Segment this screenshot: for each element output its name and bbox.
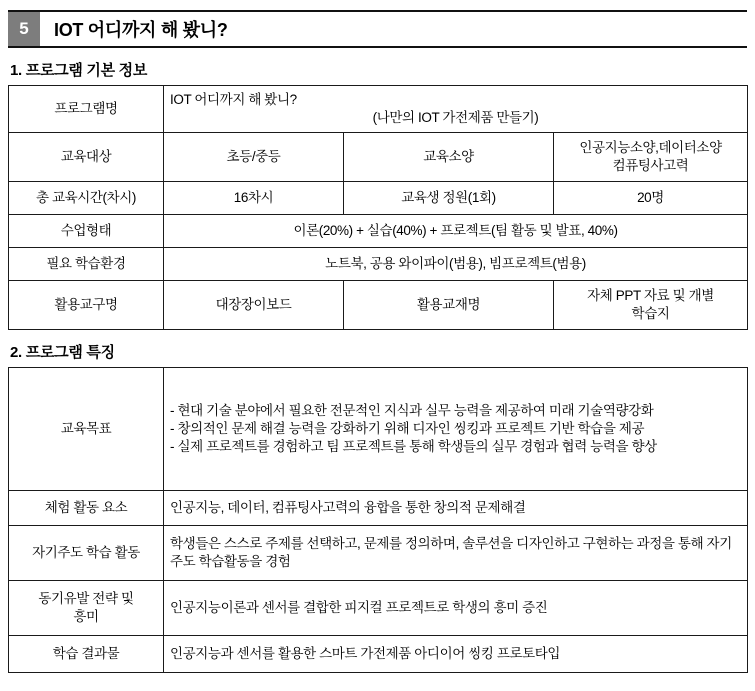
program-name-label: 프로그램명 (9, 86, 164, 133)
table-row (9, 86, 748, 133)
literacy-label: 교육소양 (344, 133, 554, 182)
table-row (9, 368, 748, 491)
literacy-line1: 인공지능소양,데이터소양 (579, 139, 722, 155)
total-hours-label: 총 교육시간(차시) (9, 182, 164, 215)
total-hours-value: 16차시 (164, 182, 344, 215)
table-row (9, 281, 748, 330)
section1-title: 1. 프로그램 기본 정보 (10, 62, 148, 79)
kit-name-label: 활용교구명 (9, 281, 164, 330)
program-name-value (164, 86, 748, 133)
environment-label: 필요 학습환경 (9, 248, 164, 281)
goal-line-3: - 실제 프로젝트를 경험하고 팀 프로젝트를 통해 학생들의 실무 경험과 협력 능력을 향상 (170, 439, 657, 455)
capacity-label: 교육생 정원(1회) (344, 182, 554, 215)
program-name-line2: (나만의 IOT 가전제품 만들기) (372, 110, 539, 125)
motivation-value: 인공지능이론과 센서를 결합한 피지컬 프로젝트로 학생의 흥미 증진 (164, 581, 748, 636)
basic-info-table (8, 85, 748, 330)
goal-line-1: - 현대 기술 분야에서 필요한 전문적인 지식과 실무 능력을 제공하여 미래 기술역량강화 (170, 402, 654, 418)
table-row (9, 636, 748, 673)
goal-label: 교육목표 (9, 368, 164, 491)
textbook-label: 활용교재명 (344, 281, 554, 330)
goal-value (164, 368, 748, 491)
literacy-value (554, 133, 748, 182)
textbook-line2: 학습지 (631, 306, 670, 321)
motivation-label-line1: 동기유발 전략 및 (38, 590, 134, 606)
header-number-badge: 5 (8, 12, 40, 46)
table-row (9, 182, 748, 215)
page-bottom-space (8, 673, 747, 691)
program-features-table (8, 367, 748, 673)
self-directed-label: 자기주도 학습 활동 (9, 526, 164, 581)
target-value: 초등/중등 (164, 133, 344, 182)
program-name-line1: IOT 어디까지 해 봤니? (170, 91, 297, 107)
target-label: 교육대상 (9, 133, 164, 182)
self-directed-value: 학생들은 스스로 주제를 선택하고, 문제를 정의하며, 솔루션을 디자인하고 구현하는 과정을 통해 자기주도 학습활동을 경험 (164, 526, 748, 581)
experience-value: 인공지능, 데이터, 컴퓨팅사고력의 융합을 통한 창의적 문제해결 (164, 491, 748, 526)
page-title: IOT 어디까지 해 봤니? (54, 20, 228, 40)
experience-label: 체험 활동 요소 (9, 491, 164, 526)
table-row (9, 133, 748, 182)
outcome-value: 인공지능과 센서를 활용한 스마트 가전제품 아디이어 씽킹 프로토타입 (164, 636, 748, 673)
table-row (9, 526, 748, 581)
section2-title: 2. 프로그램 특징 (10, 344, 115, 361)
capacity-value: 20명 (554, 182, 748, 215)
table-row (9, 491, 748, 526)
table-row (9, 248, 748, 281)
motivation-label-line2: 흥미 (73, 609, 99, 624)
class-format-label: 수업형태 (9, 215, 164, 248)
class-format-value: 이론(20%) + 실습(40%) + 프로젝트(팀 활동 및 발표, 40%) (164, 215, 748, 248)
table-row (9, 581, 748, 636)
page-header (8, 10, 747, 48)
textbook-line1: 자체 PPT 자료 및 개별 (587, 287, 714, 303)
textbook-value (554, 281, 748, 330)
goal-line-2: - 창의적인 문제 해결 능력을 강화하기 위해 디자인 씽킹과 프로젝트 기반 학습을 제공 (170, 420, 645, 436)
environment-value: 노트북, 공용 와이파이(범용), 빔프로젝트(범용) (164, 248, 748, 281)
kit-name-value: 대장장이보드 (164, 281, 344, 330)
table-row (9, 215, 748, 248)
outcome-label: 학습 결과물 (9, 636, 164, 673)
literacy-line2: 컴퓨팅사고력 (612, 158, 689, 173)
motivation-label (9, 581, 164, 636)
